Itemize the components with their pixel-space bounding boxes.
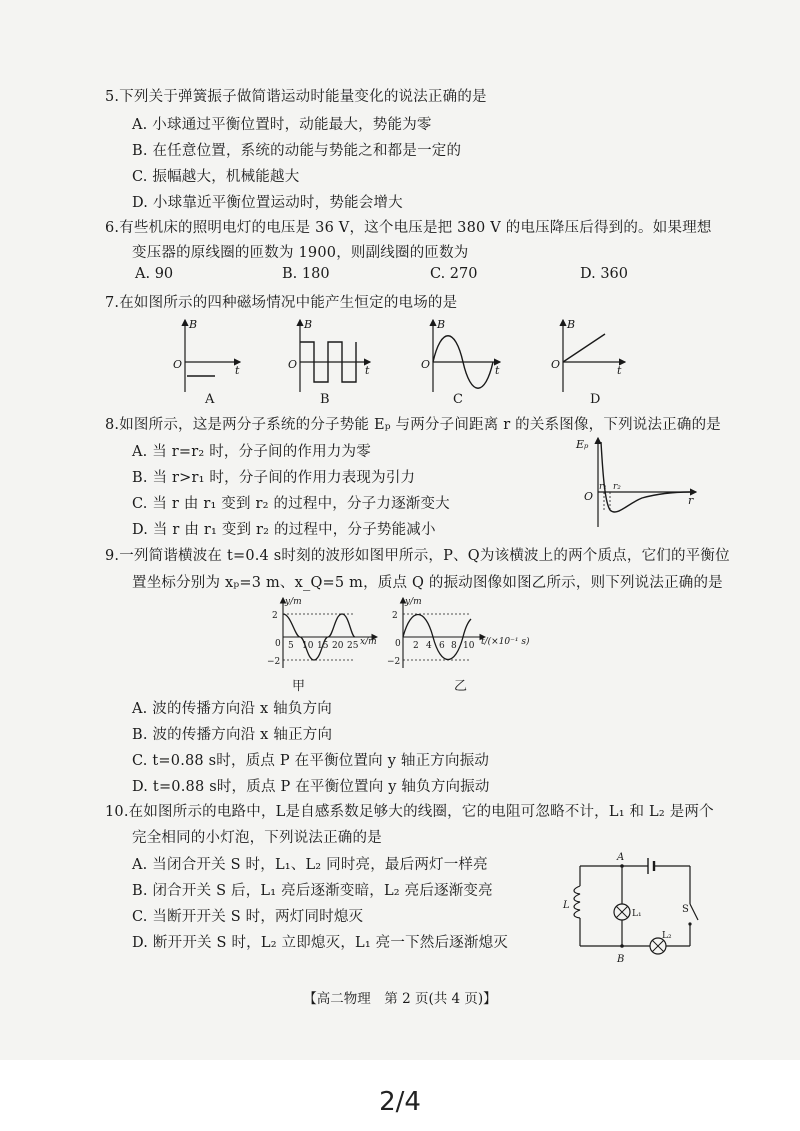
q10-node-a: A <box>617 852 625 863</box>
q7a-origin: O <box>173 358 183 371</box>
q7-graph-a <box>173 318 240 392</box>
q8-r1-label: r₁ <box>599 482 607 492</box>
q7a-axis-b: B <box>189 318 198 331</box>
page-footer: 【高二物理 第 2 页(共 4 页)】 <box>303 991 497 1007</box>
q5-option-c: C. 振幅越大，机械能越大 <box>132 169 300 185</box>
q5-option-d: D. 小球靠近平衡位置运动时，势能会增大 <box>132 195 403 211</box>
q9b-axis-x: t/(×10⁻¹ s) <box>481 637 530 647</box>
q7a-axis-t: t <box>235 364 240 377</box>
q6-option-c: C. 270 <box>430 266 478 282</box>
q9a-origin: 0 <box>275 639 281 649</box>
q7d-origin: O <box>551 358 561 371</box>
q5-option-a: A. 小球通过平衡位置时，动能最大，势能为零 <box>132 117 432 133</box>
q9-graph-a <box>267 597 377 668</box>
q6-stem-line1: 6.有些机床的照明电灯的电压是 36 V，这个电压是把 380 V 的电压降压后得到的。如果理想 <box>105 220 712 236</box>
q9-caption-a: 甲 <box>292 679 306 694</box>
q9a-xtick-25: 25 <box>347 641 359 651</box>
q6-option-b: B. 180 <box>282 266 330 282</box>
q5-option-b: B. 在任意位置，系统的动能与势能之和都是一定的 <box>132 143 462 159</box>
q5-stem: 5.下列关于弹簧振子做简谐运动时能量变化的说法正确的是 <box>105 89 487 105</box>
q8-stem: 8.如图所示，这是两分子系统的分子势能 Eₚ 与两分子间距离 r 的关系图像，下列说法正确的是 <box>105 417 721 433</box>
q7-graph-b <box>288 318 370 392</box>
q7-label-a: A <box>205 392 215 407</box>
q9b-xtick-10: 10 <box>463 641 475 651</box>
q9a-xtick-5: 5 <box>288 641 294 651</box>
q8-potential-graph <box>572 432 702 532</box>
q9b-ytick-2: 2 <box>392 611 398 621</box>
q7-stem: 7.在如图所示的四种磁场情况中能产生恒定的电场的是 <box>105 295 458 311</box>
q7b-origin: O <box>288 358 298 371</box>
q9-caption-b: 乙 <box>454 679 468 694</box>
q9a-axis-y: y/m <box>285 597 302 607</box>
q7b-axis-b: B <box>304 318 313 331</box>
q10-node-b: B <box>617 954 625 965</box>
q10-switch-label: S <box>682 904 689 915</box>
q9b-xtick-8: 8 <box>451 641 457 651</box>
q7c-axis-t: t <box>495 364 500 377</box>
q7b-axis-t: t <box>365 364 370 377</box>
q7-graph-d <box>551 318 625 392</box>
q7-graph-c <box>421 318 500 392</box>
q9b-xtick-2: 2 <box>413 641 419 651</box>
q9b-origin: 0 <box>395 639 401 649</box>
q7c-axis-b: B <box>437 318 446 331</box>
q10-stem-line2: 完全相同的小灯泡，下列说法正确的是 <box>132 830 382 846</box>
q9-option-d: D. t=0.88 s时，质点 P 在平衡位置向 y 轴负方向振动 <box>132 779 490 795</box>
q9-option-a: A. 波的传播方向沿 x 轴负方向 <box>132 701 332 717</box>
q10-option-b: B. 闭合开关 S 后，L₁ 亮后逐渐变暗，L₂ 亮后逐渐变亮 <box>132 883 493 899</box>
q9-stem-line2: 置坐标分别为 xₚ=3 m、x_Q=5 m，质点 Q 的振动图像如图乙所示，则下列说法正确的是 <box>132 575 723 591</box>
q10-circuit <box>560 846 710 966</box>
q9-option-b: B. 波的传播方向沿 x 轴正方向 <box>132 727 333 743</box>
q9b-axis-y: y/m <box>405 597 422 607</box>
q10-option-c: C. 当断开开关 S 时，两灯同时熄灭 <box>132 909 364 925</box>
q7-graphs <box>165 312 635 412</box>
q9-stem-line1: 9.一列简谐横波在 t=0.4 s时刻的波形如图甲所示，P、Q为该横波上的两个质点，它们的平衡位 <box>105 548 730 564</box>
q9a-ytick-2: 2 <box>272 611 278 621</box>
q10-option-a: A. 当闭合开关 S 时，L₁、L₂ 同时亮，最后两灯一样亮 <box>132 857 488 873</box>
q10-option-d: D. 断开开关 S 时，L₂ 立即熄灭，L₁ 亮一下然后逐渐熄灭 <box>132 935 508 951</box>
q7d-axis-b: B <box>567 318 576 331</box>
q9-graphs <box>255 592 555 672</box>
q7-label-d: D <box>590 392 601 407</box>
q9a-axis-x: x/m <box>360 637 377 647</box>
q9a-ytick-neg2: −2 <box>267 657 281 667</box>
q9-graph-b <box>387 597 530 668</box>
q9-option-c: C. t=0.88 s时，质点 P 在平衡位置向 y 轴正方向振动 <box>132 753 490 769</box>
q8-option-d: D. 当 r 由 r₁ 变到 r₂ 的过程中，分子势能减小 <box>132 522 436 538</box>
q9a-xtick-15: 15 <box>317 641 329 651</box>
q6-option-a: A. 90 <box>135 266 174 282</box>
q7-label-c: C <box>453 392 463 407</box>
q7c-origin: O <box>421 358 431 371</box>
page-number: 2/4 <box>379 1087 421 1117</box>
q8-axis-r: r <box>688 494 694 507</box>
q10-lamp1-label: L₁ <box>632 909 642 919</box>
q6-option-d: D. 360 <box>580 266 629 282</box>
q8-axis-ep: Eₚ <box>576 438 589 451</box>
q9b-ytick-neg2: −2 <box>387 657 401 667</box>
q9b-xtick-4: 4 <box>426 641 432 651</box>
q10-stem-line1: 10.在如图所示的电路中，L是自感系数足够大的线圈，它的电阻可忽略不计，L₁ 和 L₂ 是两个 <box>105 804 714 820</box>
q9a-xtick-20: 20 <box>332 641 344 651</box>
q7-label-b: B <box>320 392 330 407</box>
q8-r2-label: r₂ <box>613 482 621 492</box>
q8-option-b: B. 当 r>r₁ 时，分子间的作用力表现为引力 <box>132 470 416 486</box>
q9b-xtick-6: 6 <box>439 641 445 651</box>
q8-option-a: A. 当 r=r₂ 时，分子间的作用力为零 <box>132 444 371 460</box>
q9a-xtick-10: 10 <box>302 641 314 651</box>
q6-stem-line2: 变压器的原线圈的匝数为 1900，则副线圈的匝数为 <box>132 245 469 261</box>
q10-coil-label: L <box>563 900 570 911</box>
q8-origin: O <box>584 490 594 503</box>
q7d-axis-t: t <box>617 364 622 377</box>
q8-option-c: C. 当 r 由 r₁ 变到 r₂ 的过程中，分子力逐渐变大 <box>132 496 450 512</box>
q10-lamp2-label: L₂ <box>662 931 672 941</box>
